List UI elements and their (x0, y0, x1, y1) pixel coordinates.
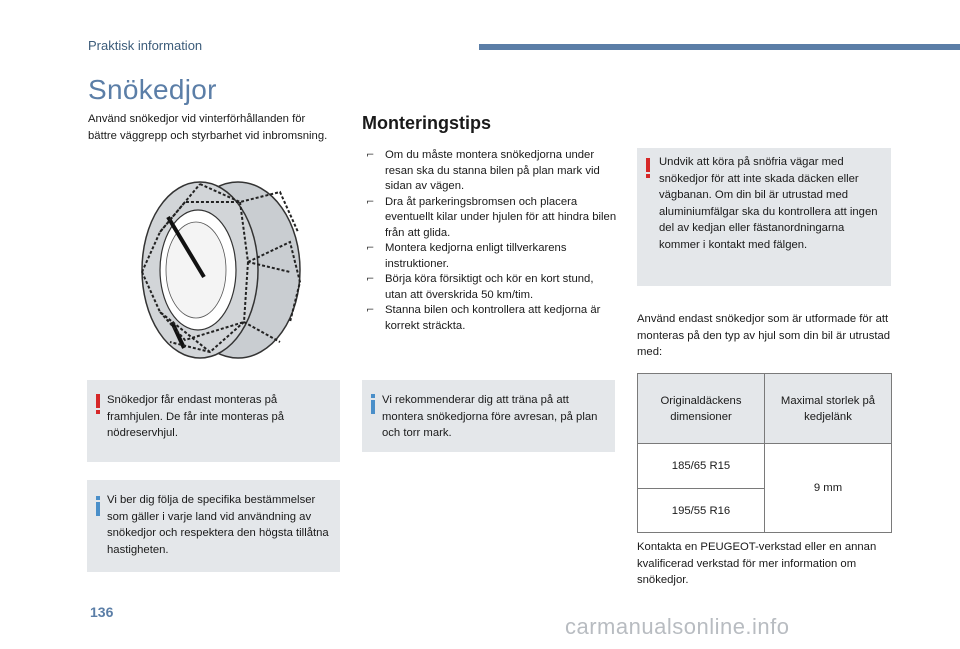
snow-chain-wheel-illustration (140, 172, 304, 368)
bullet-icon: ⌐ (366, 243, 375, 254)
warning-front-wheels-box (87, 380, 340, 462)
watermark: carmanualsonline.info (565, 614, 790, 639)
list-item: ⌐ Börja köra försiktigt och kör en kort stund, utan att överskrida 50 km/tim. (366, 273, 594, 301)
warning-front-wheels-text: Snökedjor får endast monteras på framhjulen. De får inte monteras på nödreservhjul. (107, 394, 285, 439)
tips-list (366, 148, 618, 334)
table-cell: 195/55 R16 (638, 489, 765, 533)
list-item: ⌐ Montera kedjorna enligt tillverkarens instruktioner. (366, 242, 567, 270)
warning-exclamation-icon (95, 394, 101, 414)
warning-roads-text: Undvik att köra på snöfria vägar med snökedjor för att inte skada däcken eller vägbanan. Om din bil är utrustad med aluminiumfälgar ska du kontrollera att ingen del av kedjan eller fästanordningarna kommer i kontakt med fälgen. (659, 156, 878, 251)
bullet-icon: ⌐ (366, 274, 375, 285)
bullet-icon: ⌐ (366, 305, 375, 316)
list-item: ⌐ Dra åt parkeringsbromsen och placera eventuellt kilar under hjulen för att hindra bilen från att glida. (366, 195, 617, 239)
chain-size-table (637, 373, 892, 533)
list-item: ⌐ Om du måste montera snökedjorna under resan ska du stanna bilen på plan mark vid sidan av vägen. (366, 149, 600, 192)
page-title: Snökedjor (88, 74, 217, 105)
info-rules-text: Vi ber dig följa de specifika bestämmelser som gäller i varje land vid användning av snökedjor och respektera den högsta tillåtna hastigheten. (107, 494, 329, 556)
intro-text: Använd snökedjor vid vinterförhållanden för bättre väggrepp och styrbarhet vid inbromsning. (88, 113, 328, 142)
header-bar (479, 44, 960, 50)
bullet-icon: ⌐ (366, 150, 375, 161)
info-practice-text: Vi rekommenderar dig att träna på att montera snökedjorna före avresan, på plan och torr mark. (382, 394, 598, 439)
info-icon (95, 496, 101, 516)
info-practice-box (362, 380, 615, 452)
info-rules-box (87, 480, 340, 572)
table-cell: 185/65 R15 (638, 444, 765, 489)
warning-roads-box (637, 148, 891, 286)
table-cell: 9 mm (765, 444, 892, 533)
contact-text: Kontakta en PEUGEOT-verkstad eller en annan kvalificerad verkstad för mer information om snökedjor. (637, 541, 877, 586)
usage-text: Använd endast snökedjor som är utformade för att monteras på den typ av hjul som din bil är utrustad med: (637, 313, 891, 358)
page-number: 136 (90, 604, 114, 620)
table-row (638, 444, 892, 489)
table-header-row (638, 374, 892, 444)
info-icon (370, 394, 376, 414)
bullet-icon: ⌐ (366, 196, 375, 208)
section-label: Praktisk information (88, 38, 203, 53)
tips-heading: Monteringstips (362, 113, 491, 133)
table-header-cell: Maximal storlek på kedjelänk (765, 374, 892, 444)
warning-exclamation-icon (645, 158, 651, 178)
list-item: ⌐ Stanna bilen och kontrollera att kedjorna är korrekt sträckta. (366, 304, 601, 332)
table-header-cell: Originaldäckens dimensioner (638, 374, 765, 444)
